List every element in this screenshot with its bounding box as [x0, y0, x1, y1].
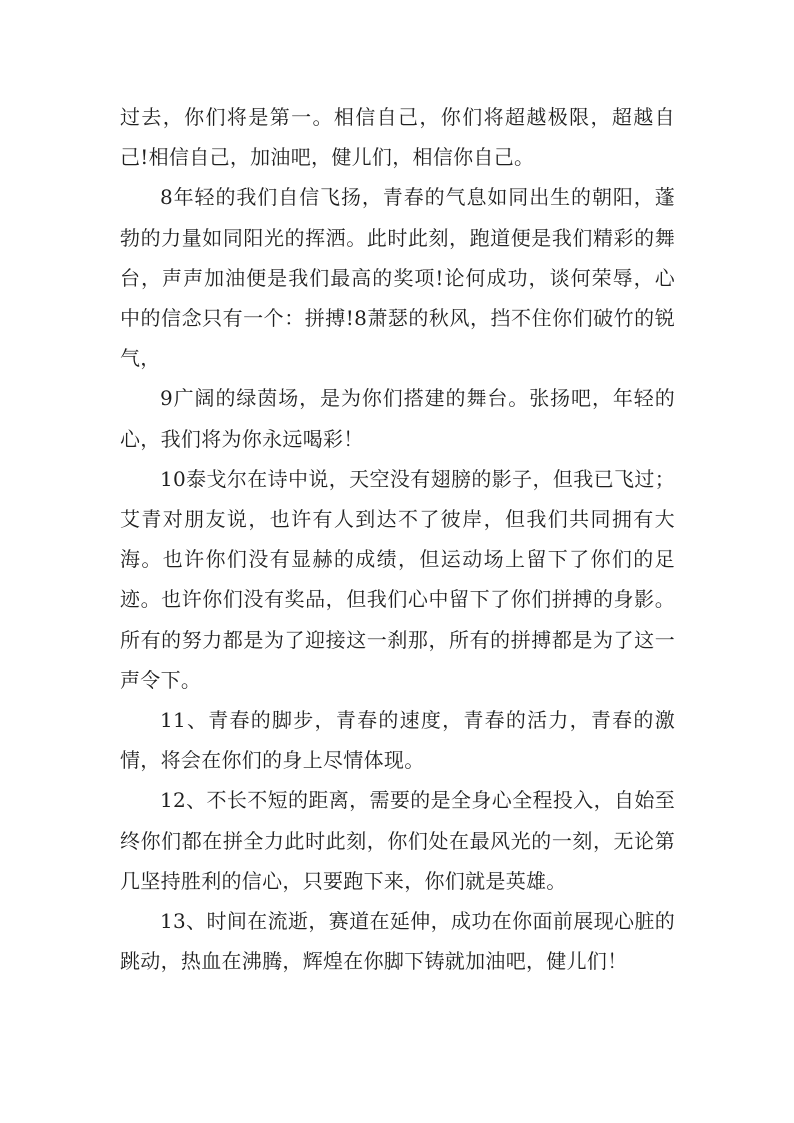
- paragraph-13: 13、时间在流逝，赛道在延伸，成功在你面前展现心脏的跳动，热血在沸腾，辉煌在你脚下铸就加油吧，健儿们！: [120, 909, 675, 974]
- paragraph-continued: 过去，你们将是第一。相信自己，你们将超越极限，超越自己!相信自己，加油吧，健儿们，相信你自己。: [120, 105, 675, 170]
- paragraph-9: 9广阔的绿茵场，是为你们搭建的舞台。张扬吧，年轻的心，我们将为你永远喝彩！: [120, 386, 675, 451]
- paragraph-10: 10泰戈尔在诗中说，天空没有翅膀的影子，但我已飞过；艾青对朋友说，也许有人到达不了彼岸，但我们共同拥有大海。也许你们没有显赫的成绩，但运动场上留下了你们的足迹。也许你们没有奖品，但我们心中留下了你们拼搏的身影。所有的努力都是为了迎接这一刹那，所有的拼搏都是为了这一声令下。: [120, 466, 675, 692]
- document-body: [120, 97, 675, 981]
- paragraph-8: 8年轻的我们自信飞扬，青春的气息如同出生的朝阳，蓬勃的力量如同阳光的挥洒。此时此刻，跑道便是我们精彩的舞台，声声加油便是我们最高的奖项!论何成功，谈何荣辱，心中的信念只有一个：拼搏!8萧瑟的秋风，挡不住你们破竹的锐气，: [120, 185, 675, 371]
- paragraph-12: 12、不长不短的距离，需要的是全身心全程投入，自始至终你们都在拼全力此时此刻，你们处在最风光的一刻，无论第几坚持胜利的信心，只要跑下来，你们就是英雄。: [120, 788, 675, 893]
- paragraph-11: 11、青春的脚步，青春的速度，青春的活力，青春的激情，将会在你们的身上尽情体现。: [120, 708, 675, 773]
